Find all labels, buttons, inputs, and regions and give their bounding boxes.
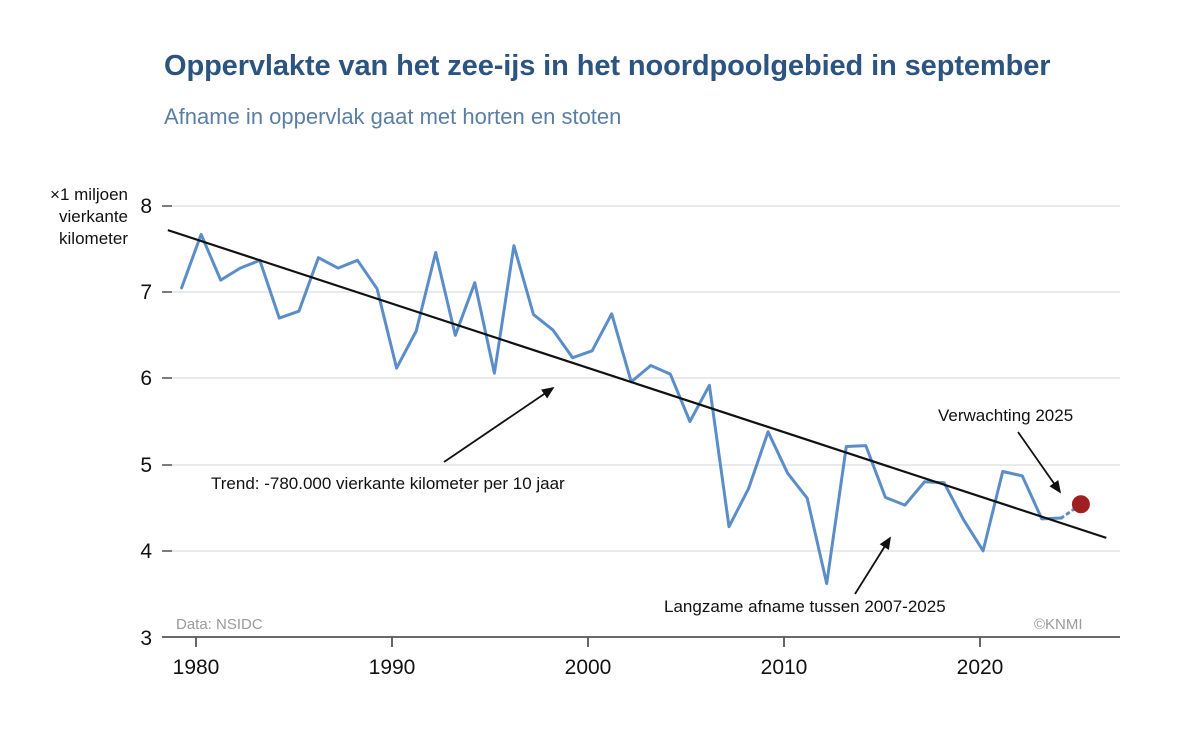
trend-arrow bbox=[444, 388, 553, 462]
x-tick-label: 2000 bbox=[564, 656, 612, 679]
y-tick-label: 4 bbox=[140, 540, 152, 563]
y-axis bbox=[140, 195, 172, 650]
y-tick-label: 6 bbox=[140, 367, 152, 390]
page-subtitle: Afname in oppervlak gaat met horten en stoten bbox=[164, 104, 622, 129]
x-axis bbox=[162, 637, 1120, 679]
credit-label: ©KNMI bbox=[1034, 616, 1083, 633]
page-title: Oppervlakte van het zee-ijs in het noordpoolgebied in september bbox=[164, 50, 1051, 82]
forecast-point bbox=[1072, 495, 1090, 513]
y-tick-label: 5 bbox=[140, 454, 152, 477]
y-axis-label: ×1 miljoen vierkante kilometer bbox=[50, 185, 128, 248]
x-tick-label: 2010 bbox=[760, 656, 808, 679]
x-tick-label: 2020 bbox=[956, 656, 1004, 679]
slow-decline-arrow bbox=[855, 538, 890, 594]
trend-annotation-label: Trend: -780.000 vierkante kilometer per 10 jaar bbox=[211, 474, 565, 493]
data-source-label: Data: NSIDC bbox=[176, 616, 263, 633]
gridlines bbox=[162, 206, 1120, 551]
y-tick-label: 8 bbox=[140, 195, 152, 218]
sea-ice-series-line bbox=[182, 234, 1062, 583]
y-tick-label: 3 bbox=[140, 627, 152, 650]
y-tick-label: 7 bbox=[140, 281, 152, 304]
slow-decline-annotation-label: Langzame afname tussen 2007-2025 bbox=[664, 597, 946, 616]
x-tick-label: 1980 bbox=[172, 656, 220, 679]
forecast-annotation-label: Verwachting 2025 bbox=[938, 406, 1074, 425]
x-tick-label: 1990 bbox=[368, 656, 416, 679]
